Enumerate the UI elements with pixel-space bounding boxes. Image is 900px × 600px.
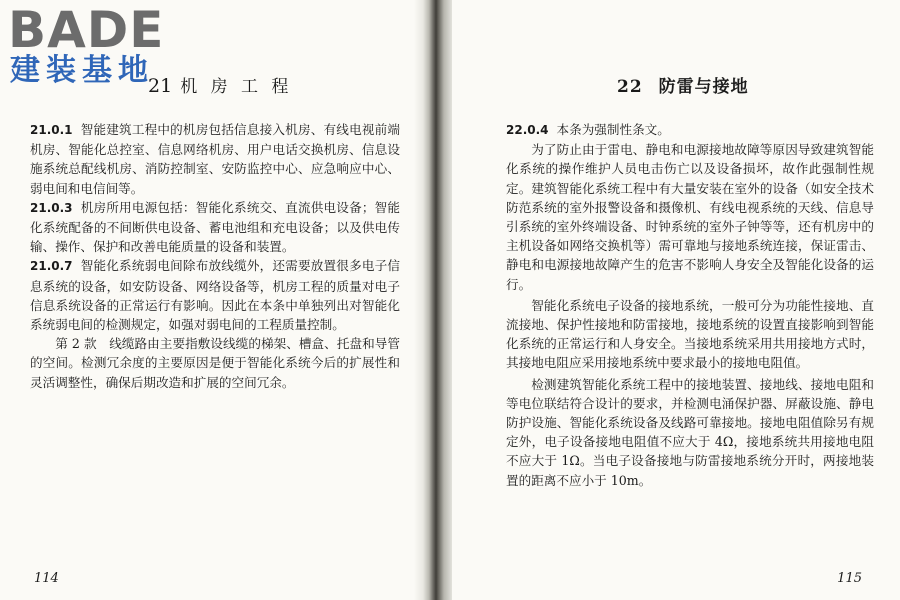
chapter-number: 21 [148, 75, 173, 97]
clause-number: 21.0.7 [30, 259, 73, 274]
chapter-heading: 机 房 工 程 [180, 77, 293, 97]
clause-number: 21.0.1 [30, 123, 73, 137]
clause-number: 22.0.4 [506, 123, 549, 137]
page-number: 115 [837, 571, 862, 586]
left-body-text [30, 120, 400, 392]
body-paragraph [506, 296, 874, 373]
paragraph-text: 检测建筑智能化系统工程中的接地装置、接地线、接地电阻和等电位联结符合设计的要求，并检测电涌保护器、屏蔽设施、静电防护设施、智能化系统设备及线路可靠接地。接地电阻值除另有规定外，电子设备接地电阻值不应大于 4Ω，接地系统共用接地电阻不应大于 1Ω。当电子设备接地与防雷接地系统分开时，两接地装置的距离不应小于 10m。 [506, 376, 874, 488]
clause-paragraph [30, 256, 400, 334]
paragraph-text: 智能化系统电子设备的接地系统，一般可分为功能性接地、直流接地、保护性接地和防雷接地，接地系统的设置直接影响到智能化系统的正常运行和人身安全。当接地系统采用共用接地方式时，其接地电阻应采用接地系统中要求最小的接地电阻值。 [506, 297, 874, 371]
chapter-heading: 防雷与接地 [658, 77, 749, 97]
clause-paragraph [506, 120, 874, 140]
body-paragraph [506, 375, 874, 490]
chapter-title-21 [148, 72, 292, 97]
page-number: 114 [34, 571, 59, 586]
clause-text: 智能建筑工程中的机房包括信息接入机房、有线电视前端机房、智能化总控室、信息网络机房、用户电话交换机房、信息设施系统总配线机房、消防控制室、安防监控中心、应急响应中心、弱电间和电信间等。 [30, 122, 400, 196]
chapter-number: 22 [617, 77, 643, 97]
paragraph-text: 为了防止由于雷电、静电和电源接地故障等原因导致建筑智能化系统的操作维护人员电击伤亡以及设备损坏，故作此强制性规定。建筑智能化系统工程中有大量安装在室外的设备（如安全技术防范系统的室外报警设备和摄像机、有线电视系统的天线、信息导引系统的室外终端设备、时钟系统的室外子钟等等，还有机房中的主机设备如网络交换机等）需可靠地与接地系统连接，保证雷击、静电和电源接地故障产生的危害不影响人身安全及智能化设备的运行。 [506, 142, 874, 292]
left-page [0, 0, 430, 600]
right-page [452, 0, 900, 600]
body-paragraph [506, 140, 874, 294]
clause-text: 机房所用电源包括：智能化系统交、直流供电设备；智能化系统配备的不间断供电设备、蓄电池组和充电设备；以及供电传输、操作、保护和改善电能质量的设备和装置。 [30, 199, 400, 255]
clause-text: 本条为强制性条文。 [556, 122, 670, 137]
clause-number: 21.0.3 [30, 200, 73, 215]
clause-paragraph [30, 120, 400, 198]
right-body-text [506, 120, 874, 490]
clause-paragraph [30, 198, 400, 257]
paragraph-text: 第 2 款 线缆路由主要指敷设线缆的梯架、槽盒、托盘和导管的空间。检测冗余度的主要原因是便于智能化系统今后的扩展性和灵活调整性，确保后期改造和扩展的空间冗余。 [30, 336, 400, 390]
chapter-title-22 [617, 72, 749, 97]
logo-subtitle: 建装基地 [10, 53, 154, 88]
body-paragraph [30, 334, 400, 392]
clause-text: 智能化系统弱电间除布放线缆外，还需要放置很多电子信息系统的设备，如安防设备、网络设备等，机房工程的质量对电子信息系统设备的正常运行有影响。因此在本条中单独列出对智能化系统弱电间的检测规定，如强对弱电间的工程质量控制。 [30, 258, 400, 333]
logo-wordmark: BADE [8, 1, 165, 59]
